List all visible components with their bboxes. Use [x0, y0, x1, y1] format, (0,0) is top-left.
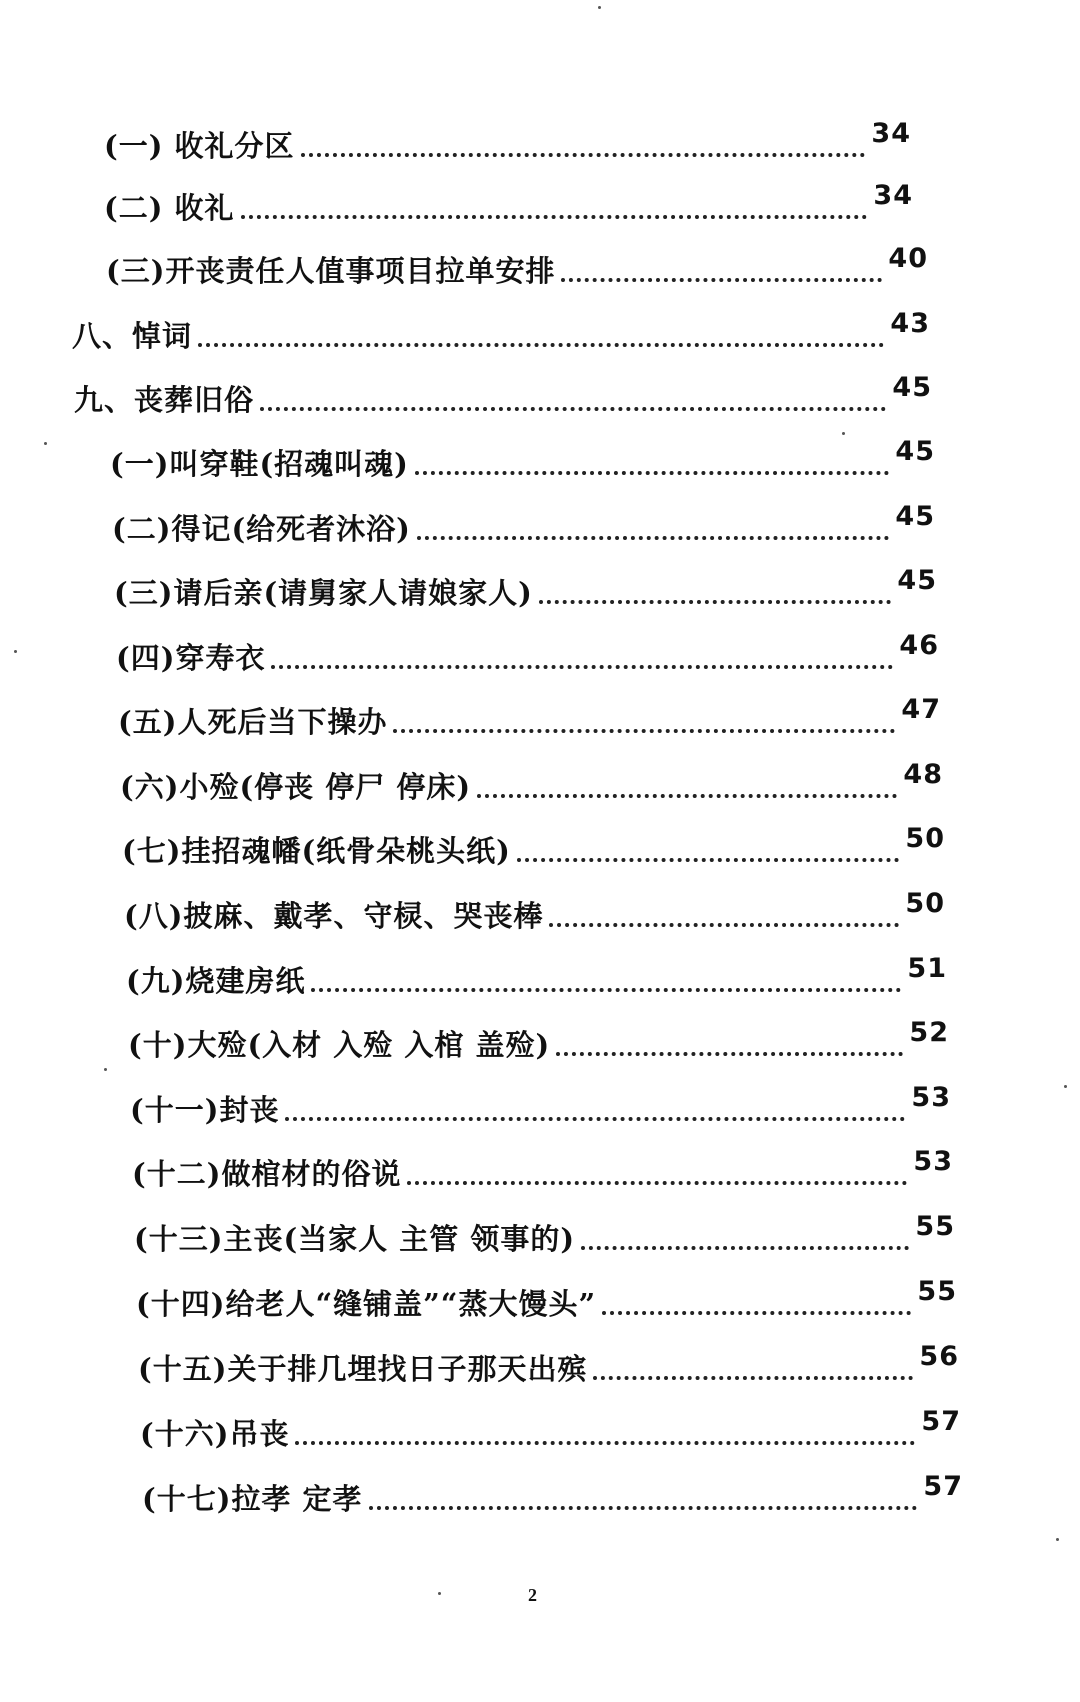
dot-leader [539, 600, 892, 604]
toc-entry-label: (十六)吊丧 [140, 1417, 290, 1451]
dot-leader [407, 1181, 907, 1185]
toc-entry-page: 53 [911, 1082, 951, 1113]
toc-entry-page: 55 [915, 1211, 955, 1242]
toc-entry-label: (三)请后亲(请舅家人请娘家人) [114, 576, 533, 610]
toc-entry [110, 433, 935, 481]
toc-entry-label: (十三)主丧(当家人 主管 领事的) [134, 1222, 576, 1256]
scan-speck [14, 650, 17, 653]
toc-entry-page: 47 [901, 694, 941, 725]
toc-entry-page: 50 [905, 823, 945, 854]
toc-entry [132, 1143, 953, 1191]
toc-entry-page: 57 [921, 1406, 961, 1437]
toc-entry [116, 627, 939, 675]
toc-entry [114, 562, 937, 610]
toc-entry-page: 40 [888, 243, 928, 274]
toc-entry [140, 1403, 961, 1451]
toc-entry-page: 52 [909, 1017, 949, 1048]
toc-entry-page: 51 [907, 953, 947, 984]
dot-leader [260, 407, 886, 411]
dot-leader [393, 729, 895, 733]
toc-entry-page: 34 [871, 118, 911, 149]
toc-entry-page: 53 [913, 1146, 953, 1177]
toc-entry-page: 45 [897, 565, 937, 596]
dot-leader [581, 1246, 909, 1250]
dot-leader [602, 1311, 911, 1315]
toc-entry-label: (三)开丧责任人值事项目拉单安排 [106, 254, 556, 288]
scan-speck [104, 1068, 107, 1071]
toc-entry [120, 756, 943, 804]
toc-entry-label: (五)人死后当下操办 [118, 705, 388, 739]
toc-entry [106, 240, 928, 288]
dot-leader [285, 1117, 905, 1121]
toc-entry [74, 369, 932, 417]
toc-entry-page: 34 [873, 180, 913, 211]
toc-entry-page: 48 [903, 759, 943, 790]
toc-entry-label: (九)烧建房纸 [126, 964, 306, 998]
toc-entry [124, 885, 945, 933]
toc-entry-page: 43 [890, 308, 930, 339]
toc-entry-label: (十)大殓(入材 入殓 入棺 盖殓) [128, 1028, 551, 1062]
toc-entry [128, 1014, 949, 1062]
dot-leader [198, 343, 884, 347]
toc-entry-label: (十二)做棺材的俗说 [132, 1157, 402, 1191]
toc-entry-page: 45 [895, 501, 935, 532]
toc-entry [72, 305, 930, 353]
toc-entry-label: (六)小殓(停丧 停尸 停床) [120, 770, 472, 804]
toc-entry [126, 950, 947, 998]
dot-leader [477, 794, 897, 798]
toc-entry-page: 50 [905, 888, 945, 919]
dot-leader [417, 536, 890, 540]
scan-speck [842, 432, 845, 435]
dot-leader [561, 278, 882, 282]
toc-entry-label: (十七)拉孝 定孝 [142, 1482, 363, 1516]
toc-entry-label: 九、丧葬旧俗 [74, 383, 255, 417]
toc-entry-label: (一) 收礼分区 [104, 129, 295, 163]
toc-entry-page: 57 [923, 1471, 963, 1502]
scan-speck [1064, 1085, 1067, 1088]
scan-speck [438, 1592, 441, 1595]
toc-entry-label: (十五)关于排几埋找日子那天出殡 [138, 1352, 588, 1386]
toc-entry [118, 691, 941, 739]
toc-entry [136, 1273, 957, 1321]
toc-entry-label: (二)得记(给死者沐浴) [112, 512, 411, 546]
dot-leader [549, 923, 899, 927]
toc-entry [104, 115, 911, 163]
toc-entry-page: 45 [892, 372, 932, 403]
dot-leader [369, 1506, 918, 1510]
page-number: 2 [528, 1585, 537, 1605]
toc-entry-label: (十一)封丧 [130, 1093, 280, 1127]
toc-entry-label: (四)穿寿衣 [116, 641, 266, 675]
toc-entry-label: (十四)给老人“缝铺盖”“蒸大馒头” [136, 1287, 597, 1321]
toc-entry-page: 46 [899, 630, 939, 661]
dot-leader [311, 988, 901, 992]
dot-leader [301, 153, 866, 157]
toc-entry-page: 45 [895, 436, 935, 467]
toc-entry [130, 1079, 951, 1127]
dot-leader [415, 471, 890, 475]
toc-entry [134, 1208, 955, 1256]
dot-leader [271, 665, 893, 669]
dot-leader [517, 858, 900, 862]
toc-entry-label: (七)挂招魂幡(纸骨朵桃头纸) [122, 834, 511, 868]
dot-leader [593, 1376, 913, 1380]
dot-leader [556, 1052, 903, 1056]
toc-entry-page: 56 [919, 1341, 959, 1372]
toc-entry [138, 1338, 959, 1386]
toc-entry [104, 177, 913, 225]
scan-speck [44, 442, 47, 445]
toc-entry [122, 820, 945, 868]
dot-leader [295, 1441, 915, 1445]
toc-entry-label: (二) 收礼 [104, 191, 235, 225]
toc-entry [142, 1468, 963, 1516]
toc-entry-label: (一)叫穿鞋(招魂叫魂) [110, 447, 409, 481]
dot-leader [241, 215, 868, 219]
scan-speck [1056, 1538, 1059, 1541]
toc-entry [112, 498, 935, 546]
toc-entry-page: 55 [917, 1276, 957, 1307]
scan-speck [598, 6, 601, 9]
toc-entry-label: 八、悼词 [72, 319, 193, 353]
toc-entry-label: (八)披麻、戴孝、守棂、哭丧棒 [124, 899, 544, 933]
